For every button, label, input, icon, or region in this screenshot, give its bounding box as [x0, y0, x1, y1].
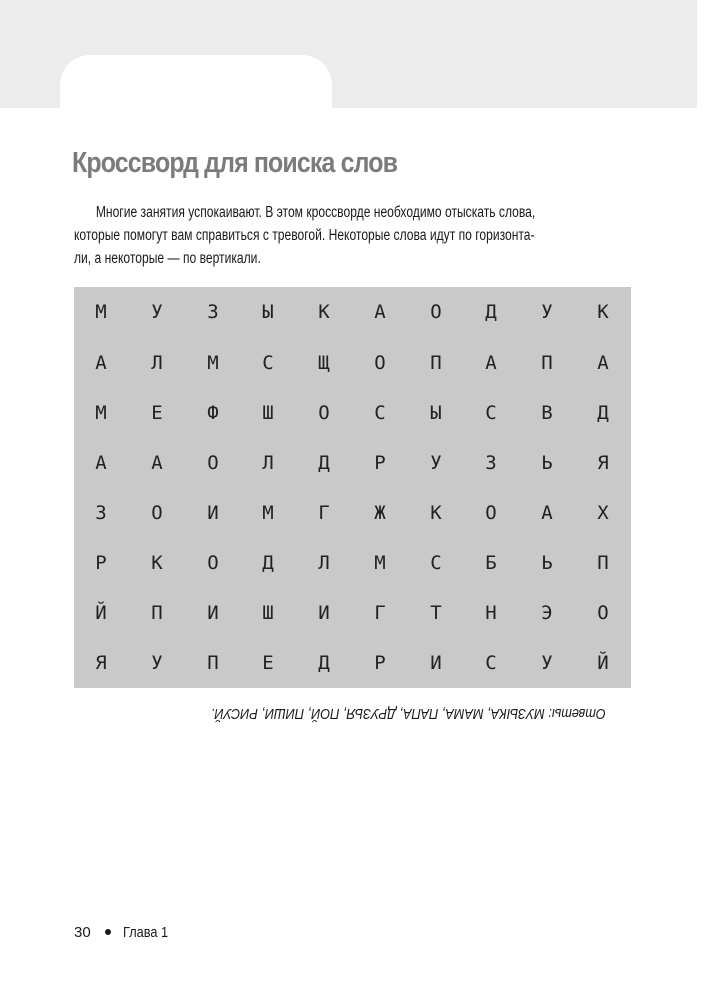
grid-cell[interactable]: Г	[318, 502, 330, 524]
grid-cell[interactable]: Г	[374, 602, 386, 624]
grid-cell[interactable]: Н	[485, 602, 497, 624]
grid-cell[interactable]: Ж	[374, 502, 386, 524]
grid-row	[74, 588, 631, 638]
grid-cell[interactable]: П	[597, 552, 609, 574]
grid-cell[interactable]: М	[374, 552, 386, 574]
grid-cell[interactable]: Л	[151, 352, 163, 374]
grid-cell[interactable]: Щ	[318, 352, 330, 374]
grid-row	[74, 338, 631, 388]
grid-cell[interactable]: Й	[95, 602, 107, 624]
grid-cell[interactable]: Я	[95, 652, 107, 674]
grid-cell[interactable]: Ь	[541, 452, 553, 474]
grid-cell[interactable]: О	[430, 301, 442, 323]
grid-cell[interactable]: З	[485, 452, 497, 474]
grid-cell[interactable]: Ы	[262, 301, 274, 323]
grid-cell[interactable]: П	[541, 352, 553, 374]
grid-cell[interactable]: Т	[430, 602, 442, 624]
grid-cell[interactable]: Ь	[541, 552, 553, 574]
grid-cell[interactable]: В	[541, 402, 553, 424]
grid-cell[interactable]: П	[151, 602, 163, 624]
grid-cell[interactable]: Р	[374, 652, 386, 674]
grid-cell[interactable]: У	[151, 301, 163, 323]
grid-cell[interactable]: Х	[597, 502, 609, 524]
grid-cell[interactable]: Д	[485, 301, 497, 323]
grid-cell[interactable]: Е	[262, 652, 274, 674]
grid-cell[interactable]: Э	[541, 602, 553, 624]
grid-cell[interactable]: А	[95, 452, 107, 474]
grid-cell[interactable]: А	[485, 352, 497, 374]
grid-cell[interactable]: О	[151, 502, 163, 524]
chapter-label: Глава 1	[122, 923, 168, 941]
grid-cell[interactable]: Д	[318, 652, 330, 674]
grid-cell[interactable]: О	[374, 352, 386, 374]
grid-cell[interactable]: У	[151, 652, 163, 674]
page-footer	[74, 921, 176, 943]
grid-cell[interactable]: Л	[262, 452, 274, 474]
grid-cell[interactable]: Д	[318, 452, 330, 474]
grid-cell[interactable]: З	[95, 502, 107, 524]
grid-cell[interactable]: А	[151, 452, 163, 474]
grid-row	[74, 287, 631, 337]
grid-row	[74, 438, 631, 488]
grid-cell[interactable]: И	[207, 502, 219, 524]
grid-cell[interactable]: Л	[318, 552, 330, 574]
grid-cell[interactable]: С	[374, 402, 386, 424]
bullet-icon	[105, 929, 111, 935]
grid-cell[interactable]: У	[541, 301, 553, 323]
grid-cells	[74, 287, 631, 688]
grid-cell[interactable]: И	[207, 602, 219, 624]
grid-cell[interactable]: А	[374, 301, 386, 323]
grid-cell[interactable]: М	[95, 402, 107, 424]
grid-cell[interactable]: К	[318, 301, 330, 323]
grid-cell[interactable]: М	[95, 301, 107, 323]
grid-cell[interactable]: К	[597, 301, 609, 323]
grid-cell[interactable]: С	[485, 402, 497, 424]
grid-cell[interactable]: К	[430, 502, 442, 524]
grid-cell[interactable]: Д	[597, 402, 609, 424]
grid-cell[interactable]: О	[597, 602, 609, 624]
grid-cell[interactable]: А	[541, 502, 553, 524]
grid-cell[interactable]: Ы	[430, 402, 442, 424]
grid-cell[interactable]: А	[597, 352, 609, 374]
grid-cell[interactable]: Ф	[207, 402, 219, 424]
grid-cell[interactable]: С	[485, 652, 497, 674]
grid-row	[74, 538, 631, 588]
grid-cell[interactable]: А	[95, 352, 107, 374]
grid-cell[interactable]: Й	[597, 652, 609, 674]
intro-paragraph: Многие занятия успокаивают. В этом кроссворде необходимо отыскать слова, которые помогут вам справиться с тревогой. Некоторые слова идут по горизонта- ли, а некоторые — по вертикали.	[74, 204, 536, 267]
grid-cell[interactable]: Д	[262, 552, 274, 574]
grid-cell[interactable]: О	[207, 452, 219, 474]
grid-cell[interactable]: Ш	[262, 602, 274, 624]
grid-cell[interactable]: Ш	[262, 402, 274, 424]
grid-cell[interactable]: И	[318, 602, 330, 624]
grid-cell[interactable]: Я	[597, 452, 609, 474]
answers-text: Ответы: МУЗЫКА, МАМА, ПАПА, ДРУЗЬЯ, ПОЙ, ПИШИ, РИСУЙ.	[210, 705, 606, 722]
grid-cell[interactable]: Р	[374, 452, 386, 474]
grid-cell[interactable]: К	[151, 552, 163, 574]
grid-row	[74, 388, 631, 438]
word-search-grid	[74, 287, 631, 688]
grid-cell[interactable]: П	[207, 652, 219, 674]
grid-cell[interactable]: О	[318, 402, 330, 424]
grid-cell[interactable]: У	[541, 652, 553, 674]
grid-cell[interactable]: М	[207, 352, 219, 374]
grid-cell[interactable]: С	[430, 552, 442, 574]
grid-cell[interactable]: У	[430, 452, 442, 474]
header-tab	[60, 55, 332, 115]
page-title: Кроссворд для поиска слов	[72, 147, 398, 179]
grid-cell[interactable]: М	[262, 502, 274, 524]
grid-cell[interactable]: С	[262, 352, 274, 374]
grid-cell[interactable]: Е	[151, 402, 163, 424]
grid-cell[interactable]: О	[207, 552, 219, 574]
grid-cell[interactable]: И	[430, 652, 442, 674]
grid-row	[74, 638, 631, 688]
page-number: 30	[74, 923, 91, 941]
grid-cell[interactable]: П	[430, 352, 442, 374]
grid-cell[interactable]: О	[485, 502, 497, 524]
grid-cell[interactable]: Б	[485, 552, 497, 574]
grid-row	[74, 488, 631, 538]
grid-cell[interactable]: Р	[95, 552, 107, 574]
grid-cell[interactable]: З	[207, 301, 219, 323]
